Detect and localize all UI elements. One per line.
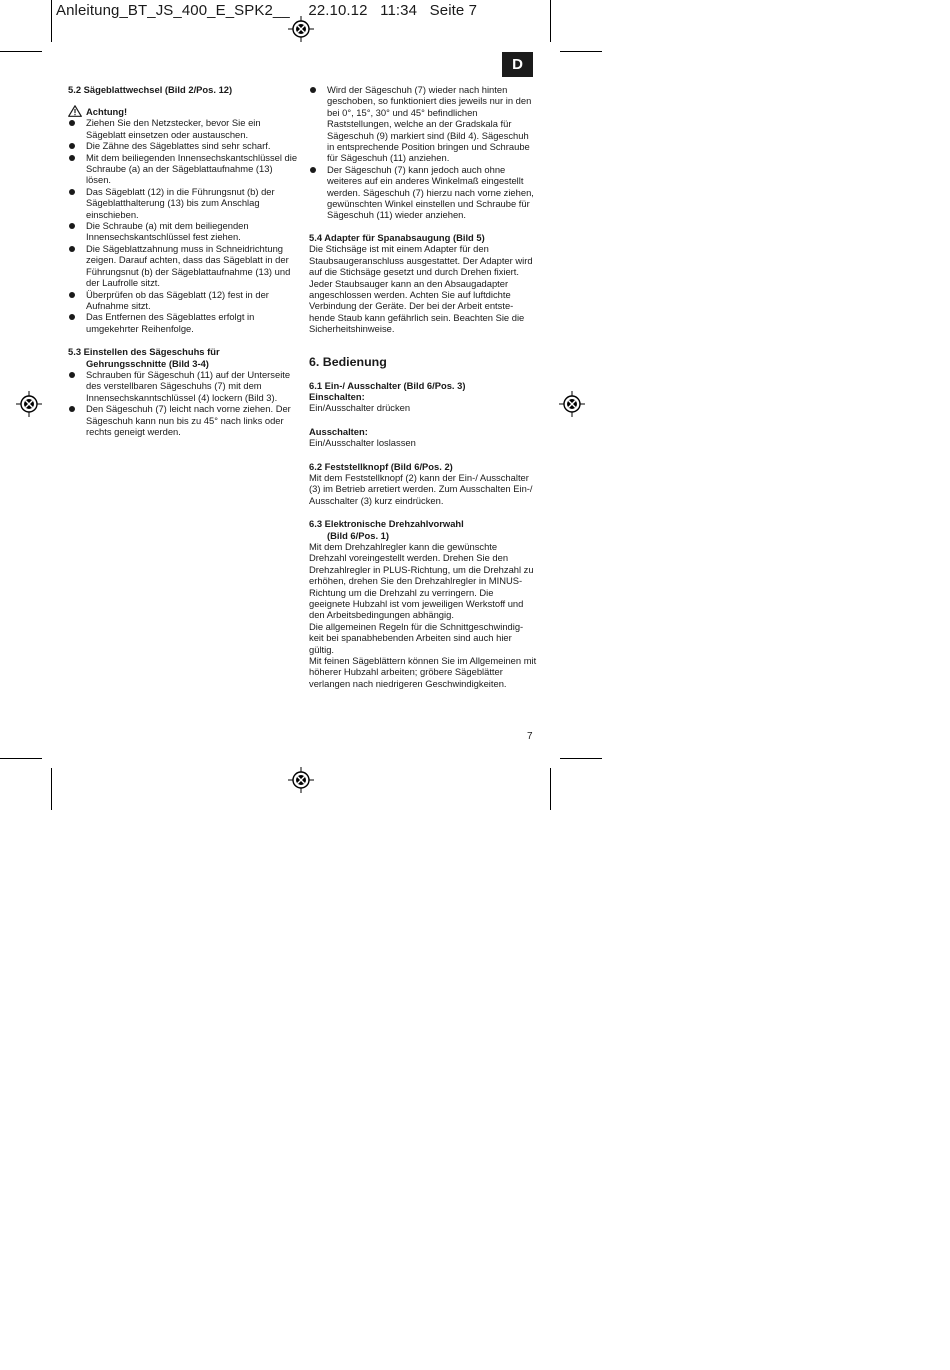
list-item: Mit dem beiliegenden Innensechskantschlüssel die Schraube (a) an der Sägeblattaufnahme (13) lösen. [68,152,298,186]
crop-mark-bottom-right-vertical [550,768,551,810]
switch-on-text: Ein/Ausschalter drücken [309,402,411,414]
switch-off-text: Ein/Ausschalter loslassen [309,437,416,449]
switch-off-label: Ausschalten: [309,425,368,437]
print-slug-header [56,2,477,19]
section-5-4-text: Die Stichsäge ist mit einem Adapter für den Staubsaugeranschluss ausgestattet. Der Adapter wird auf die Stichsäge gesetzt und durch Drehen fixiert. Jeder Staubsauger kann an den Absaugadapter angeschlossen werden. Achten Sie auf luftdichte Verbindung der Geräte. Der bei der Arbeit entste-hende Staub kann gefährlich sein. Beachten Sie die Sicherheitshinweise. [309,243,533,335]
section-5-3-title: 5.3 Einstellen des Sägeschuhs für [68,346,220,358]
section-6-3-text-2: Die allgemeinen Regeln für die Schnittgeschwindig-keit bei spanabhebenden Arbeiten sind auch hier gültig. [309,620,524,655]
left-column [68,84,298,437]
list-item: Schrauben für Sägeschuh (11) auf der Unterseite des verstellbaren Sägeschuhs (7) mit dem Innensechskanntschlüssel (4) lockern (Bild 3). [68,369,298,403]
crop-mark-bottom-left-horizontal [0,758,42,759]
list-item: Die Sägeblattzahnung muss in Schneidrichtung zeigen. Darauf achten, dass das Sägeblatt in der Führungsnut (b) der Sägeblattaufnahme (13) und der Laufrolle sitzt. [68,243,298,289]
header-page-label: Seite 7 [429,2,478,19]
crop-mark-top-left-vertical [51,0,52,42]
list-item: Das Sägeblatt (12) in die Führungsnut (b) der Sägeblatthalterung (13) bis zum Anschlag einschieben. [68,186,298,220]
section-5-4-title: 5.4 Adapter für Spanabsaugung (Bild 5) [309,231,485,243]
header-time: 11:34 [380,2,418,19]
section-5-2-title: 5.2 Sägeblattwechsel (Bild 2/Pos. 12) [68,84,233,95]
list-item: Die Schraube (a) mit dem beiliegenden Innensechskantschlüssel fest ziehen. [68,220,298,243]
registration-mark-icon [559,391,585,417]
warning-label: Achtung! [86,105,128,117]
switch-on-label: Einschalten: [309,390,365,402]
list-item: Die Zähne des Sägeblattes sind sehr scharf. [68,140,298,151]
section-6-3-text-1: Mit dem Drehzahlregler kann die gewünschte Drehzahl voreingestellt werden. Drehen Sie den Drehzahlregler in PLUS-Richtung, um die Drehzahl zu erhöhen, drehen Sie den Drehzahlregler in MINUS-Richtung um die Drehzahl zu verringern. Die geeignete Hubzahl ist vom jeweiligen Werkstoff und den Arbeitsbedingungen abhängig. [309,541,534,621]
section-6-3-title-cont: (Bild 6/Pos. 1) [327,529,389,541]
page-number: 7 [527,731,533,742]
section-5-3-continued-list [309,84,537,221]
list-item: Wird der Sägeschuh (7) wieder nach hinten geschoben, so funktioniert dies jeweils nur in den bei 0°, 15°, 30° und 45° befindlichen Raststellungen, welche an der Gradskala für Sägeschuh (9) markiert sind (Bild 4). Sägeschuh in entsprechende Position bringen und Schraube für Sägeschuh (11) anziehen. [309,84,537,164]
warning-triangle-icon [68,105,82,117]
section-6-1-title: 6.1 Ein-/ Ausschalter (Bild 6/Pos. 3) [309,379,466,391]
section-6-3-text-3: Mit feinen Sägeblättern können Sie im Allgemeinen mit höherer Hubzahl arbeiten; gröbere Sägeblätter verlangen nach niedrigeren Geschwindigkeiten. [309,655,537,689]
section-6-2-title: 6.2 Feststellknopf (Bild 6/Pos. 2) [309,460,453,472]
list-item: Das Entfernen des Sägeblattes erfolgt in umgekehrter Reihenfolge. [68,311,298,334]
crop-mark-top-right-vertical [550,0,551,42]
list-item: Ziehen Sie den Netzstecker, bevor Sie ein Sägeblatt einsetzen oder austauschen. [68,117,298,140]
language-badge: D [502,52,533,77]
header-filename: Anleitung_BT_JS_400_E_SPK2__ [56,2,290,19]
registration-mark-icon [288,767,314,793]
section-5-3-list [68,369,298,437]
section-6-title: 6. Bedienung [309,354,387,369]
crop-mark-top-right-horizontal [560,51,602,52]
list-item: Der Sägeschuh (7) kann jedoch auch ohne weiteres auf ein anderes Winkelmaß eingestellt werden. Sägeschuh (7) hierzu nach vorne ziehen, gewünschten Winkel einstellen und Schraube für Sägeschuh (11) wieder anziehen. [309,164,537,221]
registration-mark-icon [16,391,42,417]
crop-mark-top-left-horizontal [0,51,42,52]
section-6-3-title: 6.3 Elektronische Drehzahlvorwahl [309,518,464,530]
list-item: Den Sägeschuh (7) leicht nach vorne ziehen. Der Sägeschuh kann nun bis zu 45° nach links oder rechts geneigt werden. [68,403,298,437]
crop-mark-bottom-left-vertical [51,768,52,810]
section-5-2-list [68,117,298,334]
crop-mark-bottom-right-horizontal [560,758,602,759]
header-date: 22.10.12 [308,2,368,19]
registration-mark-icon [288,16,314,42]
warning-notice [68,105,298,117]
section-5-3-title-cont: Gehrungsschnitte (Bild 3-4) [86,357,209,369]
section-6-2-text: Mit dem Feststellknopf (2) kann der Ein-/ Ausschalter (3) im Betrieb arretiert werden. Zum Ausschalten Ein-/ Ausschalter (3) kurz eindrücken. [309,471,533,506]
list-item: Überprüfen ob das Sägeblatt (12) fest in der Aufnahme sitzt. [68,289,298,312]
right-column [309,84,537,689]
